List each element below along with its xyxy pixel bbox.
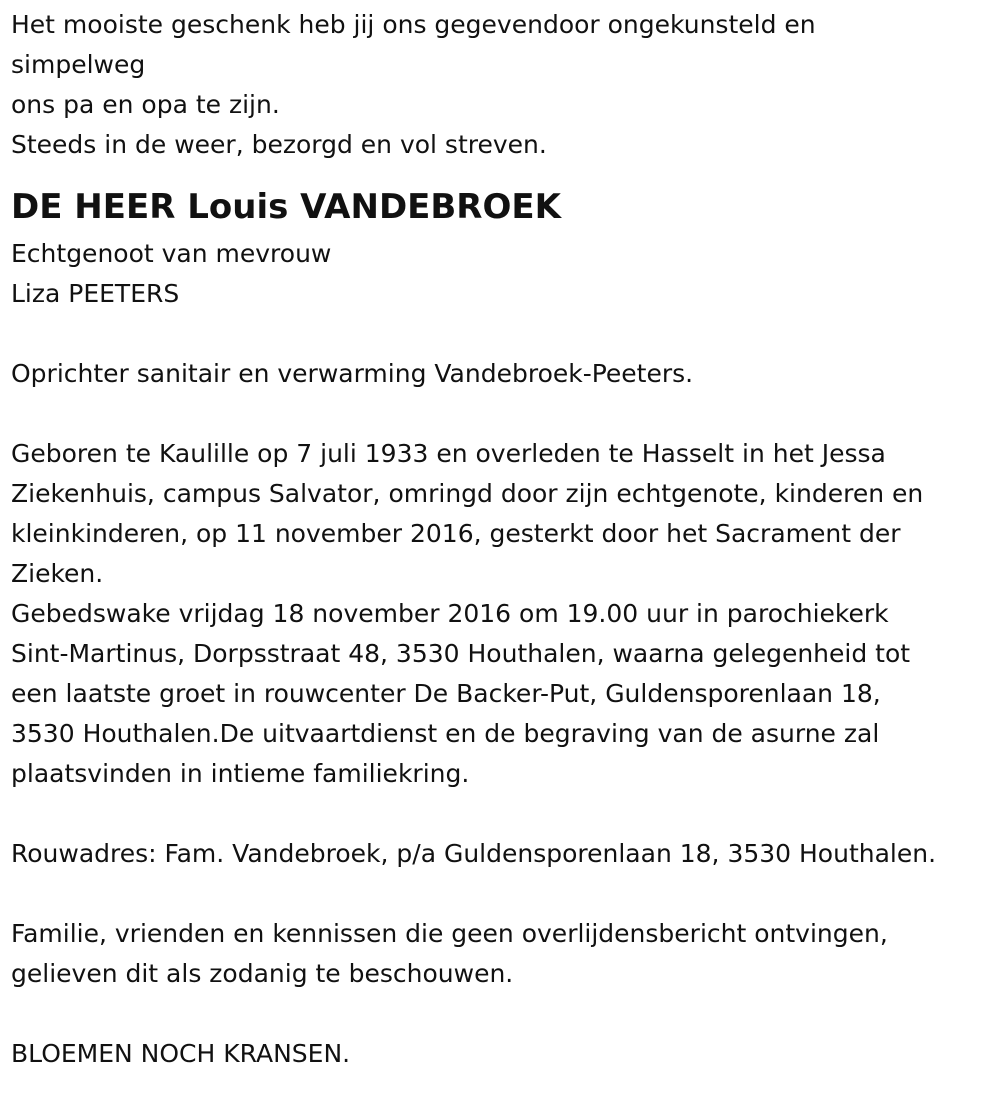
closing-line: BLOEMEN NOCH KRANSEN. [11,1039,351,1068]
spacer [11,314,993,354]
details-line: Ziekenhuis, campus Salvator, omringd door zijn echtgenote, kinderen en [11,479,924,508]
spacer [11,994,993,1034]
mourning-address: Rouwadres: Fam. Vandebroek, p/a Guldensporenlaan 18, 3530 Houthalen. [11,839,937,868]
spacer [11,394,993,434]
details-line: een laatste groet in rouwcenter De Backer-Put, Guldensporenlaan 18, [11,679,881,708]
poem-line: Steeds in de weer, bezorgd en vol streven. [11,130,547,159]
details-line: kleinkinderen, op 11 november 2016, gesterkt door het Sacrament der [11,519,901,548]
details-line: 3530 Houthalen.De uitvaartdienst en de begraving van de asurne zal [11,719,880,748]
poem-line: Het mooiste geschenk heb jij ons gegevendoor ongekunsteld en [11,10,816,39]
obituary-document [11,5,993,1074]
spacer [11,874,993,914]
details-line: Gebedswake vrijdag 18 november 2016 om 19.00 uur in parochiekerk [11,599,889,628]
spouse-line: Liza PEETERS [11,279,180,308]
details-line: Geboren te Kaulille op 7 juli 1933 en overleden te Hasselt in het Jessa [11,439,886,468]
details-line: Zieken. [11,559,104,588]
spouse-line: Echtgenoot van mevrouw [11,239,332,268]
notice-line: Familie, vrienden en kennissen die geen overlijdensbericht ontvingen, [11,919,888,948]
spacer [11,794,993,834]
poem-line: simpelweg [11,50,146,79]
notice-block [11,914,993,994]
founder-line: Oprichter sanitair en verwarming Vandebroek-Peeters. [11,359,694,388]
details-block [11,434,993,794]
poem-line: ons pa en opa te zijn. [11,90,280,119]
details-line: Sint-Martinus, Dorpsstraat 48, 3530 Houthalen, waarna gelegenheid tot [11,639,911,668]
spouse-block [11,234,993,314]
deceased-name-heading: DE HEER Louis VANDEBROEK [11,187,561,227]
poem-block [11,5,993,165]
details-line: plaatsvinden in intieme familiekring. [11,759,470,788]
notice-line: gelieven dit als zodanig te beschouwen. [11,959,514,988]
